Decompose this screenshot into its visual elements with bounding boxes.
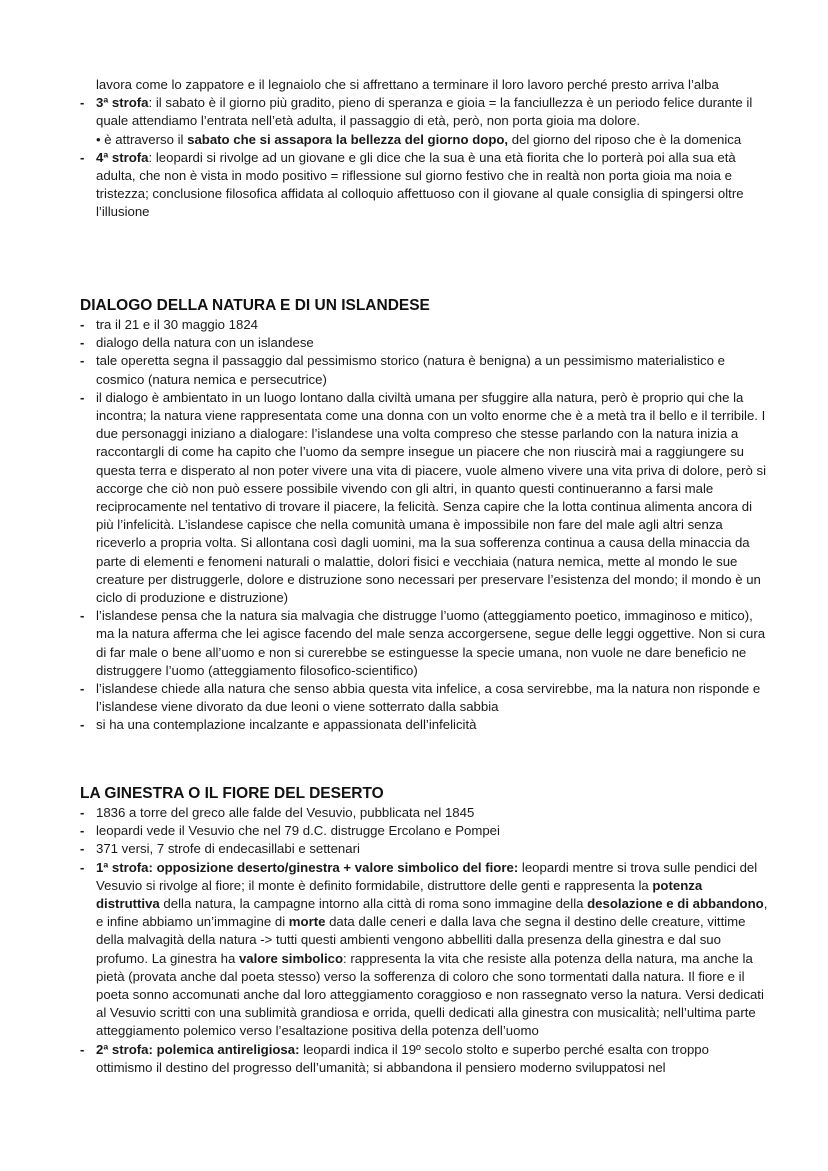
list-item	[0, 804, 828, 822]
dash-bullet: -	[80, 389, 85, 405]
item-text: leopardi mentre si trova sulle pendici del Vesuvio si rivolge al fiore; il monte è definito formidabile, distruttore delle genti e rappresenta la	[96, 859, 758, 893]
list-item	[0, 389, 828, 607]
bold-text: desolazione e di abbandono	[587, 896, 764, 912]
list-item	[0, 859, 828, 1041]
dash-bullet: -	[80, 317, 85, 332]
item-text: dialogo della natura con un islandese	[96, 335, 314, 351]
dash-bullet: -	[80, 823, 85, 839]
continuation-text: lavora come lo zappatore e il legnaiolo che si affrettano a terminare il loro lavoro perché presto arriva l’alba	[96, 77, 719, 92]
bold-text: sabato che si assapora la bellezza del giorno dopo,	[187, 131, 509, 147]
item-text: : il sabato è il giorno più gradito, pieno di speranza e gioia = la fanciullezza è un periodo felice durante il quale attendiamo l’entrata nell’età adulta, il passaggio di età, però, non porta gioia ma dolore.	[96, 95, 753, 129]
bold-text: 3ª strofa	[96, 95, 149, 111]
item-text: l’islandese chiede alla natura che senso abbia questa vita infelice, a cosa servirebbe, ma la natura non risponde e l’islandese viene divorato da due leoni o viene sotterrato dalla sabbia	[96, 681, 761, 715]
dash-bullet: -	[80, 841, 85, 857]
item-text: leopardi indica il 19º secolo stolto e superbo perché esalta con troppo ottimismo il destino del progresso dell’umanità; si abbandona il pensiero moderno sviluppatosi nel	[96, 1041, 709, 1075]
item-text: data dalle ceneri e dalla lava che segna il destino delle creature, vittime della malvagità della natura -> tutti questi ambienti vengono abbelliti dalla presenza della ginestra e dal suo profumo. La ginestra ha	[96, 914, 746, 966]
item-text: : leopardi si rivolge ad un giovane e gli dice che la sua è una età fiorita che lo porterà poi alla sua età adulta, che non è vista in modo positivo = riflessione sul giorno festivo che in realtà non porta gioia ma noia e tristezza; conclusione filosofica affidata al colloquio affettuoso con il giovane al quale consiglia di spingersi oltre l’illusione	[96, 149, 744, 220]
dash-bullet: -	[80, 335, 85, 351]
list-item	[0, 1041, 828, 1077]
dash-bullet: -	[80, 681, 85, 697]
list-item	[0, 716, 828, 734]
item-text: leopardi vede il Vesuvio che nel 79 d.C. distrugge Ercolano e Pompei	[96, 823, 500, 839]
section-dialogo-natura-islandese	[0, 296, 828, 735]
dash-bullet: -	[80, 608, 85, 624]
bold-text: morte	[288, 914, 326, 930]
dash-bullet: -	[80, 717, 85, 733]
item-text: il dialogo è ambientato in un luogo lontano dalla civiltà umana per sfuggire alla natura, però è proprio qui che la incontra; la natura viene rappresentata come una donna con un volto enorme che è a metà tra il bello e il terribile. I due personaggi iniziano a dialogare: l’islandese una volta compreso che stesse parlando con la natura inizia a raccontargli di come ha capito che l’uomo da sempre insegue un piacere che non riuscirà mai a raggiungere su questa terra e disperato al non poter vivere una vita di piacere, vuole almeno vivere una vita priva di dolore, però si accorge che ciò non può essere possibile vivendo con gli altri, in quanto questi continueranno a farsi male reciprocamente nel tentativo di trovare il piacere, la felicità. Senza capire che la lotta continua alimenta ancora di più l’infelicità. L’islandese capisce che nella comunità umana è impossibile non fare del male agli altri senza riceverlo a propria volta. Si allontana così dagli uomini, ma la sua sofferenza continua a causa della minaccia da parte di elementi e fenomeni naturali o malattie, dolori fisici e vecchiaia (natura nemica, mette al mondo le sue creature per distruggerle, dolore e distruzione sono necessari per preservare l’esistenza del mondo; il mondo è un ciclo di produzione e distruzione)	[96, 389, 767, 606]
list-item	[0, 840, 828, 858]
dash-bullet: -	[80, 859, 85, 875]
item-text: , e infine abbiamo un’immagine di	[96, 896, 768, 930]
bold-text: potenza distruttiva	[96, 877, 703, 912]
item-text: l’islandese pensa che la natura sia malvagia che distrugge l’uomo (atteggiamento poetico, immaginoso e mitico), ma la natura afferma che lei agisce facendo del male senza accorgersene, segue delle leggi oggettive. Non si cura di far male o bene all’uomo e non si curerebbe se estinguesse la specie umana, non vuole ne dare beneficio ne distruggere l’uomo (atteggiamento filosofico-scientifico)	[96, 608, 766, 678]
bold-text: 4ª strofa	[96, 149, 149, 165]
item-text: del giorno del riposo che è la domenica	[508, 131, 742, 147]
section3-list	[0, 804, 828, 1077]
section1-list	[0, 94, 828, 221]
list-item	[0, 822, 828, 840]
list-item	[0, 149, 828, 222]
item-text: 371 versi, 7 strofe di endecasillabi e settenari	[96, 841, 360, 857]
item-text: : rappresenta la vita che resiste alla potenza della natura, ma anche la pietà (provata anche dal poeta stesso) verso la sofferenza di coloro che sono tormentati dalla natura. Il fiore e il poeta sonno accomunati anche dal loro atteggiamento coraggioso e non rassegnato verso la natura. Versi dedicati al Vesuvio scritti con una sublimità grandiosa e orrida, quelli dedicati alla ginestra con musicalità; nell’ultima parte atteggiamento polemico verso l’esaltazione positiva della potenza dell’uomo	[96, 950, 764, 1039]
section2-list	[0, 316, 828, 735]
list-item	[0, 680, 828, 716]
section-title: LA GINESTRA O IL FIORE DEL DESERTO	[80, 785, 384, 802]
section-title: DIALOGO DELLA NATURA E DI UN ISLANDESE	[80, 297, 430, 314]
dash-bullet: -	[80, 353, 85, 369]
item-text: tale operetta segna il passaggio dal pessimismo storico (natura è benigna) a un pessimismo materialistico e cosmico (natura nemica e persecutrice)	[96, 353, 725, 387]
dash-bullet: -	[80, 805, 85, 820]
list-item	[0, 334, 828, 352]
section-la-ginestra	[0, 784, 828, 1077]
section-sabato-del-villaggio	[0, 76, 828, 222]
list-item	[0, 607, 828, 680]
dash-bullet: -	[80, 1041, 85, 1057]
bold-text: 1ª strofa: opposizione deserto/ginestra + valore simbolico del fiore:	[96, 859, 519, 875]
item-text: 1836 a torre del greco alle falde del Vesuvio, pubblicata nel 1845	[96, 805, 475, 820]
list-item	[0, 316, 828, 334]
bold-text: valore simbolico	[238, 950, 344, 966]
item-text: della natura, la campagne intorno alla città di roma sono immagine della	[159, 896, 588, 912]
dash-bullet: -	[80, 95, 85, 111]
item-text: • è attraverso il	[96, 131, 188, 147]
list-item	[0, 352, 828, 388]
dash-bullet: -	[80, 149, 85, 165]
bold-text: 2ª strofa: polemica antireligiosa:	[96, 1041, 300, 1057]
item-text: tra il 21 e il 30 maggio 1824	[96, 317, 259, 332]
item-text: si ha una contemplazione incalzante e appassionata dell’infelicità	[96, 717, 477, 733]
list-item	[0, 94, 828, 149]
